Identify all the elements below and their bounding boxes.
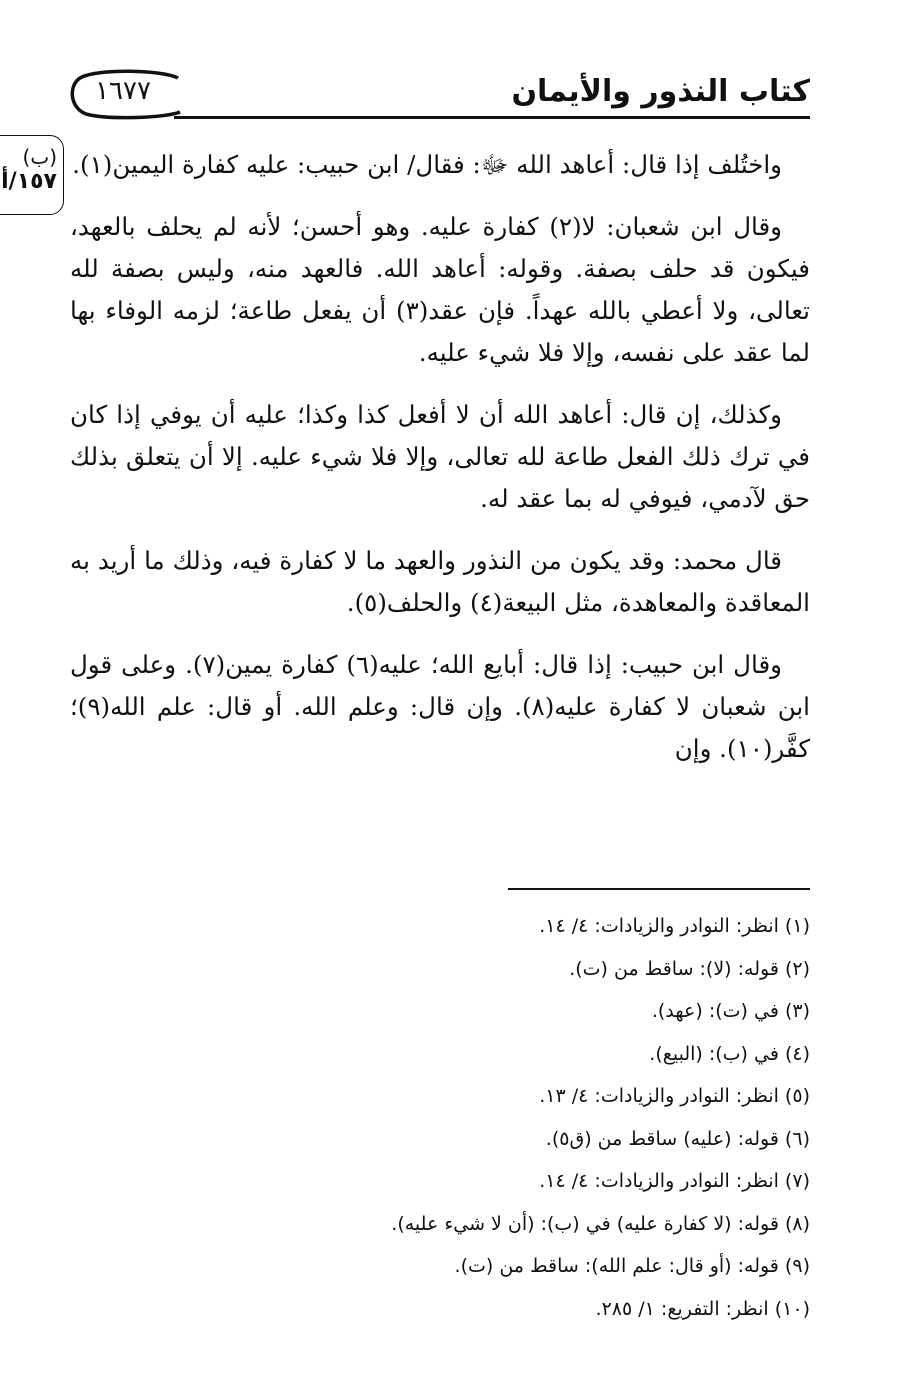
footnote: (٨) قوله: (لا كفارة عليه) في (ب): (أن لا شيء عليه). — [391, 1212, 810, 1235]
footnote: (١٠) انظر: التفريع: ١/ ٢٨٥. — [595, 1297, 810, 1320]
footnote: (٩) قوله: (أو قال: علم الله): ساقط من (ت). — [454, 1255, 810, 1277]
margin-note-line2: ١٥٧/أ — [1, 169, 57, 194]
footnote: (٥) انظر: النوادر والزيادات: ٤/ ١٣. — [539, 1085, 810, 1107]
footnote-separator — [508, 888, 810, 890]
footnote: (٧) انظر: النوادر والزيادات: ٤/ ١٤. — [539, 1170, 810, 1192]
header-rule — [174, 116, 810, 119]
footnote: (٣) في (ت): (عهد). — [651, 1000, 810, 1022]
paragraph: وكذلك، إن قال: أعاهد الله أن لا أفعل كذا وكذا؛ عليه أن يوفي إذا كان في ترك ذلك الفعل طاعة لله تعالى، وإلا فلا شيء عليه. إلا أن يتعلق بذلك حق لآدمي، فيوفي له بما عقد له. — [70, 400, 810, 513]
footnote: (١) انظر: النوادر والزيادات: ٤/ ١٤. — [539, 915, 810, 937]
footnote: (٤) في (ب): (البيع). — [649, 1042, 810, 1065]
manuscript-margin-note — [0, 135, 64, 215]
paragraph: واختُلف إذا قال: أعاهد الله ﷻ: فقال/ ابن حبيب: عليه كفارة اليمين(١). — [72, 150, 782, 179]
margin-note-line1: (ب) — [22, 145, 57, 169]
paragraph: وقال ابن حبيب: إذا قال: أبايع الله؛ عليه(٦) كفارة يمين(٧). وعلى قول ابن شعبان لا كفارة عليه(٨). وإن قال: وعلم الله. أو قال: علم الله(٩)؛ كفَّر(١٠). وإن — [70, 650, 810, 763]
page-title: كتاب النذور والأيمان — [511, 74, 810, 109]
footnotes — [90, 905, 810, 1330]
page-number-frame — [68, 68, 186, 120]
footnote: (٢) قوله: (لا): ساقط من (ت). — [569, 957, 810, 980]
paragraph: قال محمد: وقد يكون من النذور والعهد ما لا كفارة فيه، وذلك ما أريد به المعاقدة والمعاهدة، مثل البيعة(٤) والحلف(٥). — [70, 546, 810, 617]
paragraph: وقال ابن شعبان: لا(٢) كفارة عليه. وهو أحسن؛ لأنه لم يحلف بالعهد، فيكون قد حلف بصفة. وقوله: أعاهد الله. فالعهد منه، وليس بصفة لله تعالى، ولا أعطي بالله عهداً. فإن عقد(٣) أن يفعل طاعة؛ لزمه الوفاء بها لما عقد على نفسه، وإلا فلا شيء عليه. — [70, 212, 810, 367]
page-number: ١٦٧٧ — [95, 76, 151, 106]
main-text — [70, 144, 810, 790]
footnote: (٦) قوله: (عليه) ساقط من (ق٥). — [545, 1127, 810, 1150]
page-header — [62, 62, 810, 126]
